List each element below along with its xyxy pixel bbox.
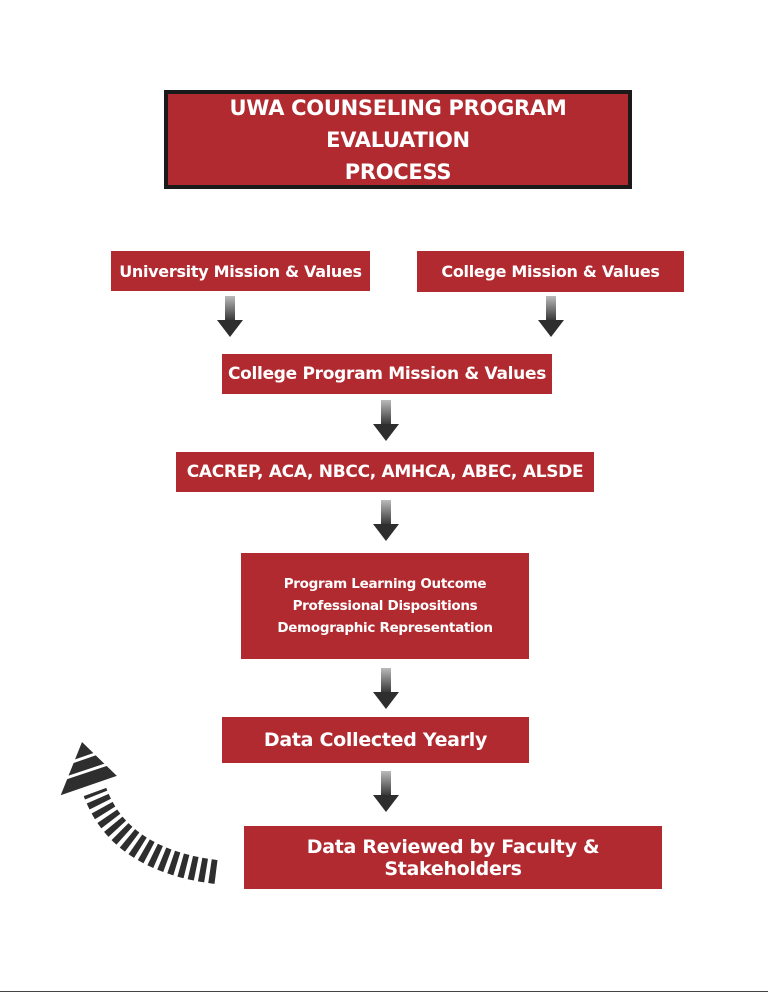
diagram-title — [164, 90, 632, 189]
down-arrow-icon — [215, 296, 245, 338]
outcome-item: Demographic Representation — [277, 620, 493, 636]
down-arrow-icon — [371, 668, 401, 710]
down-arrow-icon — [371, 400, 401, 442]
outcomes-box — [241, 553, 529, 659]
program-mission-box: College Program Mission & Values — [222, 354, 552, 394]
data-reviewed-box: Data Reviewed by Faculty & Stakeholders — [244, 826, 662, 889]
outcome-item: Program Learning Outcome — [283, 576, 487, 592]
title-line-2: PROCESS — [344, 159, 452, 184]
down-arrow-icon — [371, 771, 401, 813]
down-arrow-icon — [371, 500, 401, 542]
college-mission-box: College Mission & Values — [417, 251, 684, 292]
page-bottom-divider — [0, 991, 768, 992]
outcome-item: Professional Dispositions — [292, 598, 478, 614]
university-mission-box: University Mission & Values — [111, 251, 370, 291]
title-line-1: UWA COUNSELING PROGRAM EVALUATION — [229, 95, 567, 152]
standards-box: CACREP, ACA, NBCC, AMHCA, ABEC, ALSDE — [176, 452, 594, 492]
down-arrow-icon — [536, 296, 566, 338]
data-collected-box: Data Collected Yearly — [222, 717, 529, 763]
curved-feedback-arrow-icon — [40, 720, 240, 900]
